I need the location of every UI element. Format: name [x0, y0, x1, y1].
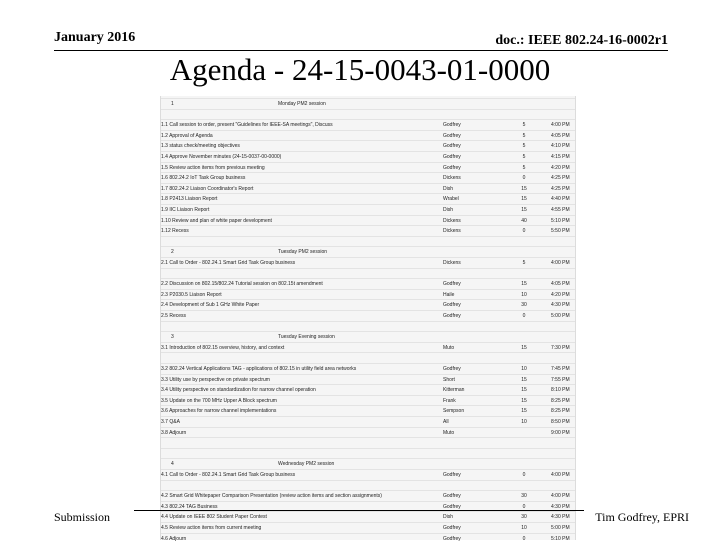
agenda-item-duration: 40	[521, 217, 527, 224]
agenda-item-time: 4:00 PM	[551, 122, 570, 129]
agenda-item-owner: Haile	[443, 291, 455, 298]
agenda-item-time: 5:50 PM	[551, 228, 570, 235]
agenda-item-duration: 15	[521, 376, 527, 383]
agenda-item-time: 5:10 PM	[551, 535, 570, 542]
agenda-item-duration: 15	[521, 196, 527, 203]
agenda-item-duration: 0	[522, 175, 526, 182]
agenda-item-duration: 30	[521, 514, 527, 521]
agenda-item-owner: Godfrey	[443, 281, 461, 288]
section-title: Wednesday PM2 session	[278, 461, 335, 468]
agenda-item-time: 4:30 PM	[551, 514, 570, 521]
agenda-item-owner: Godfrey	[443, 154, 461, 160]
agenda-item-text: 1.1 Call session to order, present "Guidelines for IEEE-SA meetings", Discuss	[161, 122, 333, 129]
section-number: 2	[171, 249, 174, 256]
agenda-item-text: 4.1 Call to Order - 802.24.1 Smart Grid Task Group business	[161, 472, 296, 478]
agenda-item-time: 4:00 PM	[551, 260, 570, 266]
agenda-item-text: 3.7 Q&A	[161, 419, 180, 425]
agenda-item-duration: 15	[521, 281, 527, 288]
agenda-item-time: 4:00 PM	[551, 472, 570, 478]
agenda-item-text: 3.2 802.24 Vertical Applications TAG - applications of 802.15 in utility field area networks	[161, 366, 357, 372]
agenda-item-text: 1.9 IIC Liaison Report	[161, 207, 210, 213]
agenda-item-duration: 10	[521, 419, 527, 425]
agenda-item-duration: 0	[522, 228, 526, 235]
section-title: Tuesday PM2 session	[278, 249, 328, 256]
agenda-item-text: 4.2 Smart Grid Whitepaper Comparison Presentation (review action items and section assignments)	[161, 493, 382, 500]
agenda-item-text: 1.2 Approval of Agenda	[161, 132, 213, 139]
agenda-item-time: 7:45 PM	[551, 366, 570, 372]
agenda-item-text: 1.5 Review action items from previous meeting	[161, 164, 265, 171]
agenda-item-duration: 15	[521, 207, 527, 213]
agenda-table	[160, 96, 576, 540]
agenda-item-duration: 0	[522, 313, 526, 319]
agenda-item-time: 4:25 PM	[551, 185, 570, 192]
section-number: 4	[171, 461, 174, 468]
agenda-item-text: 2.5 Recess	[161, 313, 187, 319]
agenda-item-time: 4:55 PM	[551, 207, 570, 213]
agenda-item-text: 2.2 Discussion on 802.15/802.24 Tutorial session on 802.15t amendment	[161, 281, 323, 288]
agenda-item-owner: Dish	[443, 514, 454, 521]
agenda-item-owner: Dish	[443, 207, 454, 213]
agenda-item-time: 5:00 PM	[551, 525, 570, 531]
agenda-item-duration: 5	[522, 143, 526, 150]
agenda-item-text: 1.7 802.24.2 Liaison Coordinator's Report	[161, 185, 254, 192]
section-number: 3	[171, 334, 174, 341]
agenda-item-duration: 0	[522, 472, 526, 478]
agenda-item-text: 1.6 802.24.2 IoT Task Group business	[161, 175, 246, 182]
agenda-item-owner: Dickens	[443, 175, 461, 182]
agenda-item-owner: Godfrey	[443, 535, 461, 542]
agenda-item-duration: 15	[521, 185, 527, 192]
section-number: 1	[171, 101, 174, 107]
agenda-item-duration: 5	[522, 132, 526, 139]
agenda-item-duration: 10	[521, 525, 527, 531]
agenda-item-text: 2.3 P2030.5 Liaison Report	[161, 291, 222, 298]
agenda-item-time: 8:10 PM	[551, 387, 570, 394]
agenda-item-time: 4:05 PM	[551, 281, 570, 288]
agenda-item-duration: 30	[521, 493, 527, 500]
agenda-item-owner: Godfrey	[443, 143, 461, 150]
agenda-item-time: 4:10 PM	[551, 143, 570, 150]
agenda-item-owner: Muto	[443, 344, 455, 351]
agenda-item-owner: Wrabel	[443, 196, 459, 203]
agenda-item-time: 4:15 PM	[551, 154, 570, 160]
agenda-item-owner: Dickens	[443, 217, 461, 224]
header-rule	[54, 50, 668, 51]
agenda-item-time: 4:25 PM	[551, 175, 570, 182]
agenda-item-text: 2.4 Development of Sub 1 GHz White Paper	[161, 302, 260, 309]
agenda-item-owner: Godfrey	[443, 302, 461, 309]
agenda-item-owner: Godfrey	[443, 472, 461, 478]
section-title: Tuesday Evening session	[278, 334, 335, 341]
agenda-item-owner: Godfrey	[443, 313, 461, 319]
agenda-item-time: 4:00 PM	[551, 493, 570, 500]
agenda-item-owner: Godfrey	[443, 164, 461, 171]
agenda-item-text: 3.8 Adjourn	[161, 429, 187, 436]
agenda-item-duration: 5	[522, 122, 526, 129]
agenda-item-duration: 30	[521, 302, 527, 309]
agenda-item-owner: Muto	[443, 429, 455, 436]
agenda-item-text: 1.10 Review and plan of white paper development	[161, 217, 272, 224]
agenda-item-owner: Dickens	[443, 260, 461, 266]
header-date: January 2016	[54, 30, 136, 45]
agenda-item-duration: 0	[522, 535, 526, 542]
agenda-item-owner: Godfrey	[443, 525, 461, 531]
agenda-item-text: 1.12 Recess	[161, 228, 189, 235]
agenda-item-owner: Short	[443, 376, 455, 383]
agenda-item-owner: All	[443, 419, 449, 425]
agenda-item-time: 4:30 PM	[551, 302, 570, 309]
section-title: Monday PM2 session	[278, 101, 326, 107]
agenda-item-text: 3.3 Utility use by perspective on private spectrum	[161, 376, 270, 383]
agenda-item-text: 3.5 Update on the 700 MHz Upper A Block spectrum	[161, 397, 277, 404]
agenda-item-duration: 15	[521, 408, 527, 415]
agenda-item-text: 3.4 Utility perspective on standardization for narrow channel operation	[161, 387, 316, 394]
agenda-item-time: 7:30 PM	[551, 344, 570, 351]
agenda-item-text: 4.3 802.24 TAG Business	[161, 503, 218, 510]
agenda-item-owner: Sempson	[443, 408, 465, 415]
agenda-item-time: 4:20 PM	[551, 164, 570, 171]
agenda-item-owner: Godfrey	[443, 132, 461, 139]
agenda-item-time: 8:50 PM	[551, 419, 570, 425]
agenda-item-time: 4:20 PM	[551, 291, 570, 298]
agenda-item-owner: Kitterman	[443, 387, 465, 394]
agenda-item-owner: Godfrey	[443, 366, 461, 372]
agenda-item-time: 5:10 PM	[551, 217, 570, 224]
slide-title: Agenda - 24-15-0043-01-0000	[169, 52, 551, 87]
agenda-item-duration: 0	[522, 503, 526, 510]
agenda-item-time: 8:25 PM	[551, 408, 570, 415]
agenda-item-text: 4.6 Adjourn	[161, 535, 187, 542]
agenda-item-time: 4:40 PM	[551, 196, 570, 203]
header-doc-id: doc.: IEEE 802.24-16-0002r1	[495, 33, 668, 48]
agenda-item-text: 1.4 Approve November minutes (24-15-0037-00-0000)	[161, 154, 282, 160]
agenda-item-text: 4.4 Update on IEEE 802 Student Paper Contest	[161, 514, 267, 521]
agenda-item-duration: 15	[521, 387, 527, 394]
agenda-item-duration: 5	[522, 260, 526, 266]
agenda-item-time: 5:00 PM	[551, 313, 570, 319]
agenda-item-text: 1.3 status check/meeting objectives	[161, 143, 240, 150]
agenda-item-duration: 5	[522, 164, 526, 171]
agenda-item-time: 9:00 PM	[551, 429, 570, 436]
footer-author: Tim Godfrey, EPRI	[595, 510, 689, 524]
agenda-item-duration: 10	[521, 291, 527, 298]
agenda-item-duration: 15	[521, 397, 527, 404]
agenda-item-duration: 5	[522, 154, 526, 160]
agenda-item-owner: Godfrey	[443, 503, 461, 510]
agenda-item-owner: Godfrey	[443, 493, 461, 500]
agenda-item-text: 2.1 Call to Order - 802.24.1 Smart Grid Task Group business	[161, 260, 296, 266]
footer-rule	[134, 510, 584, 511]
agenda-item-owner: Dish	[443, 185, 454, 192]
footer-submission: Submission	[54, 510, 111, 524]
agenda-item-duration: 10	[521, 366, 527, 372]
agenda-item-time: 7:55 PM	[551, 376, 570, 383]
agenda-item-time: 4:30 PM	[551, 503, 570, 510]
agenda-row	[161, 533, 575, 545]
agenda-item-duration: 15	[521, 344, 527, 351]
agenda-item-owner: Frank	[443, 397, 456, 404]
agenda-item-owner: Dickens	[443, 228, 461, 235]
agenda-item-time: 8:25 PM	[551, 397, 570, 404]
agenda-item-text: 3.6 Approaches for narrow channel implementations	[161, 408, 277, 415]
agenda-item-text: 3.1 Introduction of 802.15 overview, history, and context	[161, 344, 285, 351]
agenda-item-owner: Godfrey	[443, 122, 461, 129]
agenda-item-text: 1.8 P2413 Liaison Report	[161, 196, 218, 203]
agenda-item-text: 4.5 Review action items from current meeting	[161, 525, 262, 531]
agenda-item-time: 4:05 PM	[551, 132, 570, 139]
